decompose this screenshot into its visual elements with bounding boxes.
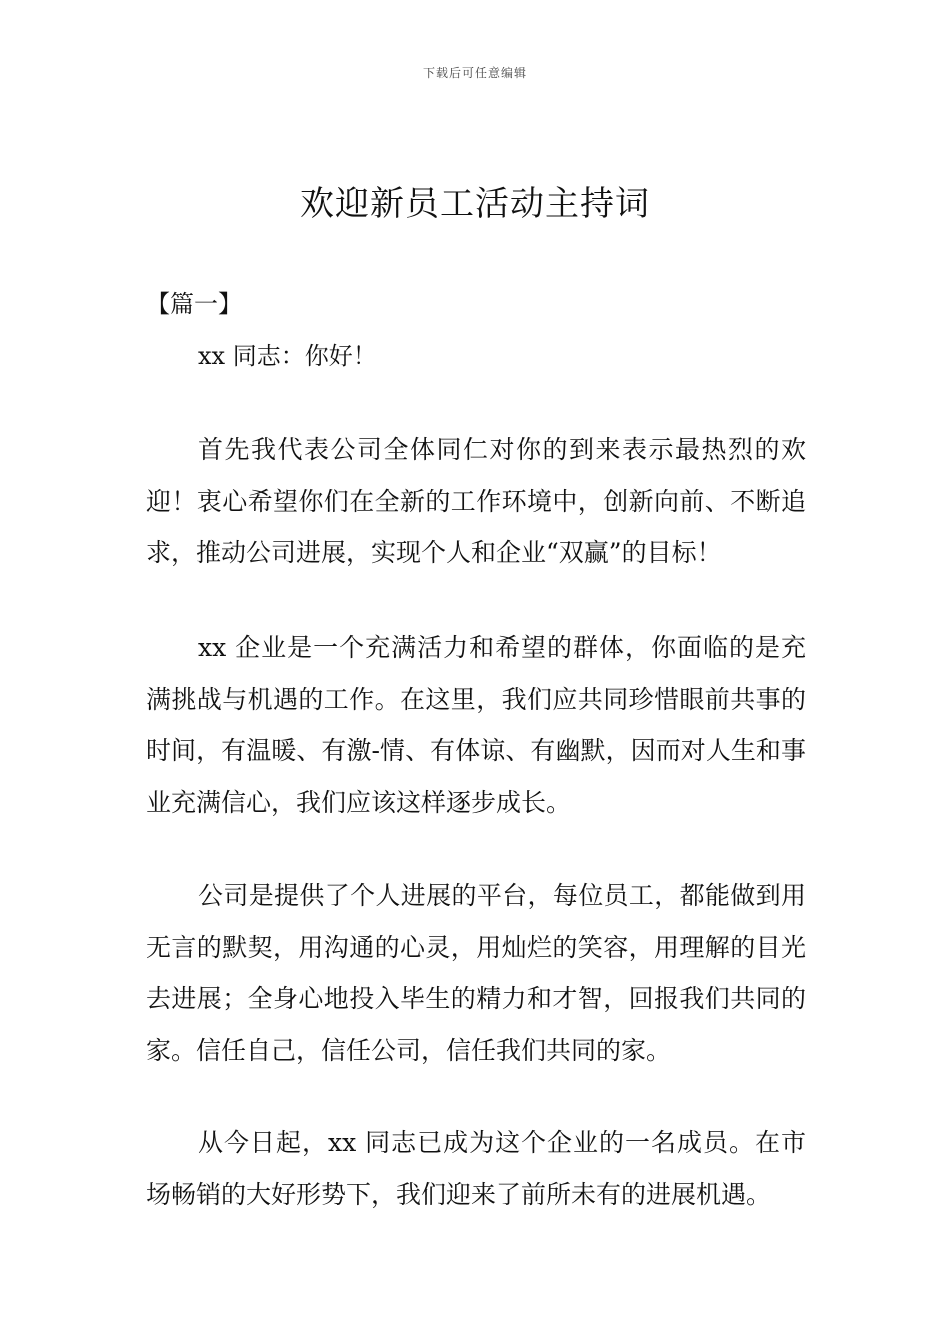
section-label: 【篇一】 — [146, 290, 242, 318]
body-paragraph: 公司是提供了个人进展的平台，每位员工，都能做到用无言的默契，用沟通的心灵，用灿烂的笑容，用理解的目光去进展；全身心地投入毕生的精力和才智，回报我们共同的家。信任自己，信任公司，信任我们共同的家。 — [146, 881, 806, 1065]
document-title: 欢迎新员工活动主持词 — [300, 184, 650, 224]
body-paragraph: 从今日起，xx 同志已成为这个企业的一名成员。在市场畅销的大好形势下，我们迎来了前所未有的进展机遇。 — [146, 1128, 806, 1209]
header-note: 下载后可任意编辑 — [422, 66, 527, 80]
body-paragraph: 首先我代表公司全体同仁对你的到来表示最热烈的欢迎！衷心希望你们在全新的工作环境中，创新向前、不断追求，推动公司进展，实现个人和企业“双赢”的目标！ — [146, 435, 806, 567]
greeting-line: xx 同志：你好！ — [198, 342, 377, 370]
body-paragraph: xx 企业是一个充满活力和希望的群体，你面临的是充满挑战与机遇的工作。在这里，我们应共同珍惜眼前共事的时间，有温暖、有激-情、有体谅、有幽默，因而对人生和事业充满信心，我们应该这样逐步成长。 — [146, 633, 806, 817]
